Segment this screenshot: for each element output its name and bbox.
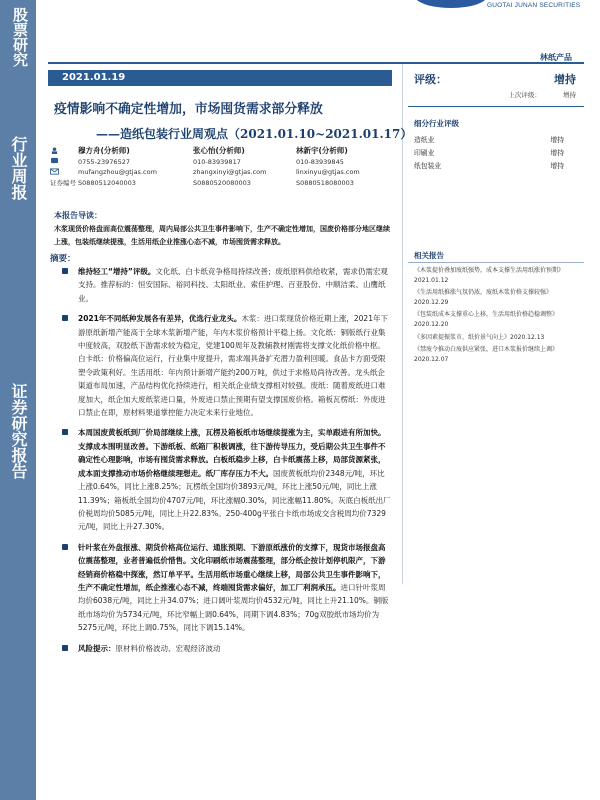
column-divider — [402, 64, 403, 584]
bullet-item — [50, 312, 392, 419]
sub-industry-rating: 增持 — [550, 136, 564, 144]
analyst-cert: S0880512040003 — [78, 178, 136, 187]
analyst-email[interactable]: mufangzhou@gtjas.com — [78, 168, 157, 176]
company-logo — [414, 0, 488, 8]
report-date: 2021.01.19 — [48, 70, 392, 86]
sub-industry-rating: 增持 — [550, 162, 564, 170]
list-item — [414, 160, 564, 173]
sub-industry-name: 纸包装业 — [414, 162, 442, 170]
list-item — [414, 147, 564, 160]
analyst-card — [78, 146, 157, 188]
report-series-vertical-label: 证券研究报告 — [9, 383, 28, 479]
bullet-icon — [62, 315, 68, 321]
header-rule — [48, 62, 584, 64]
analyst-email[interactable]: zhangxinyi@gtjas.com — [193, 168, 267, 176]
related-report-link[interactable]: 《多因素提振浆市，纸价景气向上》2020.12.13 — [414, 333, 545, 341]
sub-industry-name: 造纸业 — [414, 136, 435, 144]
phone-icon — [50, 157, 61, 165]
sub-industry-list — [414, 134, 564, 173]
bullet-item — [50, 541, 392, 635]
bullet-item — [50, 426, 392, 533]
analyst-card — [296, 146, 360, 188]
abstract-bullets — [50, 265, 392, 662]
document-type: 林纸产品 — [540, 53, 572, 62]
report-category-vertical-label: 股票研究 — [11, 7, 29, 67]
summary-heading: 本报告导读： — [54, 211, 102, 220]
related-report-link[interactable]: 《包装纸成本支撑重心上移，生活用纸价格趋稳调整》2020.12.20 — [414, 311, 559, 328]
analyst-name: 林新宇(分析师) — [296, 146, 348, 155]
analyst-phone: 010-83939845 — [296, 157, 344, 166]
previous-rating-value: 增持 — [563, 91, 576, 99]
report-title: 疫情影响不确定性增加，市场囤货需求部分释放 — [54, 102, 323, 117]
report-kind-vertical-label: 行业周报 — [9, 136, 28, 200]
rating-divider — [408, 106, 584, 107]
related-report-link[interactable]: 《生活用纸推涨气氛仍浓，废纸木浆价格支撑较强》2020.12.29 — [414, 289, 553, 306]
related-reports-title: 相关报告 — [414, 251, 444, 260]
bullet-text: 原材料价格波动、宏观经济波动 — [115, 643, 221, 653]
cert-label: 证券编号 — [50, 178, 76, 187]
sub-industry-title: 细分行业评级 — [414, 119, 459, 128]
bullet-lead: 针叶浆在外盘报涨、期货价格高位运行、通胀预期、下游原纸涨价的支撑下，现货市场报盘高位震荡整理，业者普遍低价惜售。文化印刷纸市场震荡整理，部分纸企按计划停机限产，下游经销商价格稳中探涨，然订单平平。生活用纸市场重心继续上移，局部公共卫生事件影响下，生产不确定性增加，纸企推涨心态不减，终端囤货需求偏好，加工厂利润承压。 — [78, 542, 386, 592]
analyst-card — [193, 146, 266, 188]
bullet-icon — [62, 429, 68, 435]
previous-rating — [408, 90, 576, 99]
person-icon — [50, 146, 61, 154]
abstract-heading: 摘要： — [50, 254, 76, 264]
summary-text: 木浆现货价格盘面高位震荡整理，周内局部公共卫生事件影响下，生产不确定性增加，国废价格部分地区继续上涨，包装纸继续提涨，生活用纸企业推涨心态不减，市场囤货需求释放。 — [54, 225, 390, 246]
report-subtitle: ——造纸包装行业周观点（2021.01.10~2021.01.17） — [96, 127, 413, 141]
bullet-lead: 维持轻工“增持”评级。 — [78, 267, 156, 276]
bullet-item — [50, 642, 392, 655]
rating-label: 评级： — [414, 73, 447, 86]
previous-rating-label: 上次评级： — [508, 91, 541, 99]
bullet-lead: 2021年不同纸种发展各有差异，优选行业龙头。 — [78, 314, 242, 324]
analyst-name: 穆方舟(分析师) — [78, 146, 130, 155]
analyst-phone: 0755-23976527 — [78, 157, 130, 166]
rating-value: 增持 — [554, 73, 576, 86]
sub-industry-rating: 增持 — [550, 149, 564, 157]
bullet-icon — [62, 268, 68, 274]
bullet-text: 文化纸、白卡纸竞争格局持续改善；废纸原料供给收紧，需求仍需宏观支持。推荐标的：恒安国际、裕同科技、太阳纸业、索佳护理、百亚股份、中顺洁柔、山鹰纸业。 — [78, 267, 388, 303]
bullet-text: 木浆：进口浆现货价格近期上涨，2021年下游原纸新增产能高于全球木浆新增产能，年内木浆价格预计平稳上扬。文化纸：铜版纸行业集中度较高，双胶纸下游需求较为稳定，党建100周年及教辅教材刚需将支撑文化纸价格中枢。白卡纸：价格偏高位运行，行业集中度提升，需求端具备扩充潜力盈利回暖。食品卡方面受限塑令政策利好。生活用纸：年内预计新增产能约200万吨，供过于求格局尚待改善。龙头纸企渠道布局加速，产品结构优化持续进行，相关纸企业绩支撑相对较强。废纸：随着废纸进口难度加大，纸企加大废纸浆进口量，外废进口禁止预期有望支撑国废价格。箱板瓦楞纸：外废进口禁止在即，原材料果道掌控能力决定未来行业地位。 — [78, 314, 388, 418]
bullet-lead: 风险提示： — [78, 643, 116, 653]
analyst-cert: S0880520080003 — [193, 178, 251, 187]
analyst-cert: S0880518080003 — [296, 178, 354, 187]
bullet-text: 进口针叶浆周均价6038元/吨，同比上升34.07%；进口阔叶浆周均价4532元/吨，同比上升21.10%。铜版纸市场均价为5734元/吨，环比窄幅上调0.64%，同期下调4.83%；70g双胶纸市场均价为5275元/吨，环比上调0.75%，同比下调15.14%。 — [78, 582, 389, 633]
bullet-item — [50, 265, 392, 305]
analyst-block — [50, 146, 390, 206]
bullet-icon — [62, 544, 68, 550]
bullet-lead: 本周国废黄板纸到厂价局部继续上涨，瓦楞及箱板纸市场继续提涨为主，实单跟进有所加快。支撑成本围明显改善。下游纸板、纸箱厂积极调涨，往下游传导压力，受后期公共卫生事件不确定性心理影响，市场有囤货需求释放。白板纸稳步上移，白卡纸震荡上移，局部货源紧张，成本面支撑推动市场价格继续理想走。纸厂库存压力不大。 — [78, 428, 386, 478]
related-report-link[interactable]: 《禁废令推动白废供应紧张，进口木浆报价继续上调》2020.12.07 — [414, 346, 559, 363]
analyst-name: 张心怡(分析师) — [193, 146, 245, 155]
related-report-link[interactable]: 《木浆提价叠加废纸强势，成本支撑生活用纸涨价预期》2021.01.12 — [414, 267, 565, 284]
bullet-icon — [62, 645, 68, 651]
related-reports-list — [414, 266, 578, 367]
sub-industry-name: 印刷业 — [414, 149, 435, 157]
rating-box — [408, 66, 584, 102]
bullet-text: 国废黄板纸均价2348元/吨，环比上涨0.64%，同比上涨8.25%；瓦楞纸全国均价3893元/吨，环比上涨50元/吨，同比上涨11.39%；箱板纸全国均价4707元/吨，环比涨幅0.30%，同比涨幅11.80%。灰底白板纸出厂价税周均价5085元/吨，同比上升22.83%。250-400g平张白卡纸市场成交含税周均价7329元/吨，同比上升27.30%。 — [78, 468, 391, 532]
list-item — [414, 134, 564, 147]
company-name: GUOTAI JUNAN SECURITIES — [487, 2, 581, 9]
email-icon — [50, 167, 61, 175]
related-divider — [408, 262, 584, 263]
analyst-phone: 010-83939817 — [193, 157, 241, 166]
analyst-email[interactable]: linxinyu@gtjas.com — [296, 168, 360, 176]
